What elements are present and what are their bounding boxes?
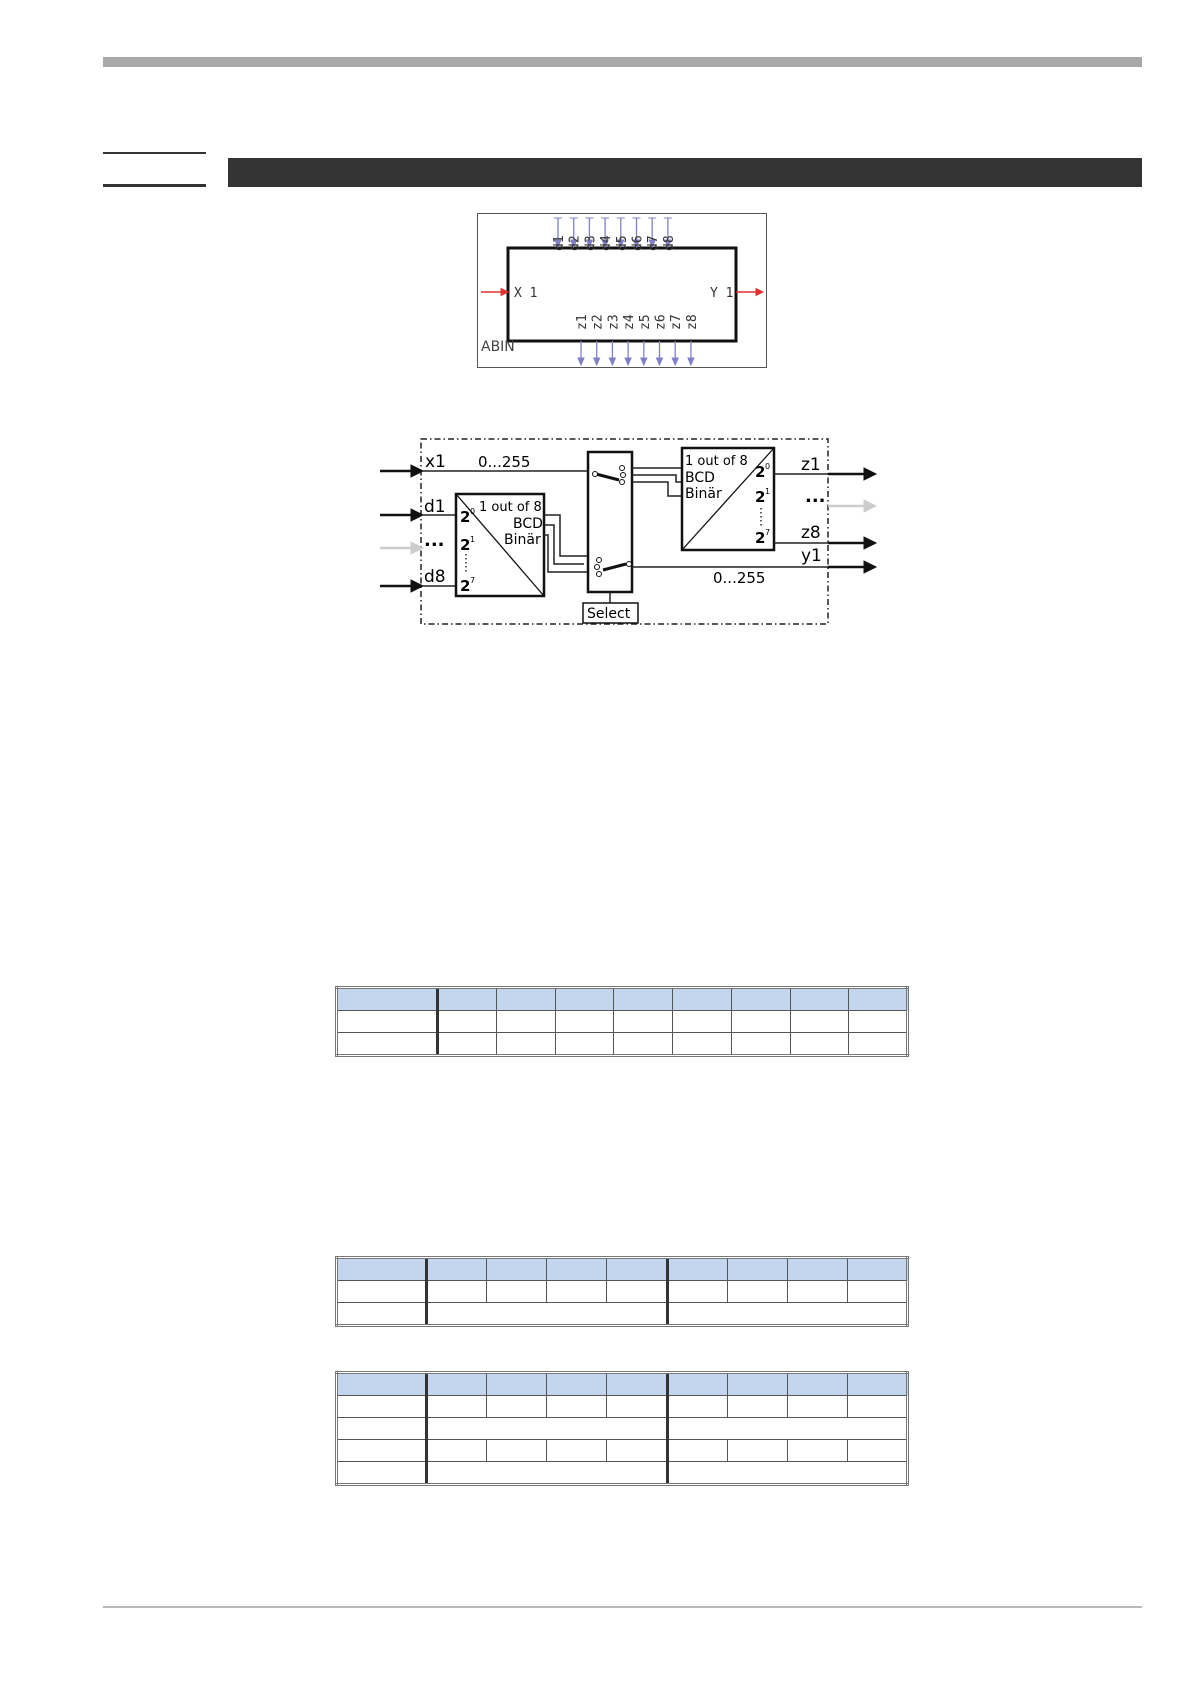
z1-arrow — [828, 468, 876, 480]
output-dots: ... — [805, 486, 826, 507]
switch-block — [588, 452, 632, 592]
input-arrows — [380, 465, 423, 592]
left-bit-7: 2 — [460, 577, 471, 595]
top-pin-label: d5 — [614, 235, 630, 251]
right-bit-0-exp: 0 — [765, 462, 771, 471]
abin-block-diagram — [370, 430, 880, 635]
bottom-pin-label: z1 — [575, 314, 590, 330]
left-bit-1: 2 — [460, 536, 471, 554]
x1-label: x1 — [425, 452, 446, 472]
bottom-pin-label: z5 — [637, 314, 653, 330]
right-bit-1-exp: 1 — [765, 487, 771, 496]
table-2 — [335, 1256, 909, 1327]
right-bit-7-exp: 7 — [765, 528, 771, 537]
output-arrows — [828, 468, 876, 573]
right-bit-1: 2 — [755, 488, 766, 506]
faded-input-arrow — [380, 542, 423, 554]
bottom-pin-labels — [575, 314, 700, 330]
right-wiring — [632, 468, 682, 496]
y1-arrow — [828, 561, 876, 573]
top-pin-label: d4 — [599, 235, 615, 251]
input-dots: ... — [424, 530, 445, 551]
table-2-header-row — [337, 1258, 908, 1281]
left-bit-0-exp: 0 — [470, 507, 476, 516]
section-number-box — [103, 152, 206, 187]
right-block-title: 1 out of 8 — [685, 454, 748, 469]
header-rule — [103, 57, 1142, 67]
z1-label: z1 — [801, 455, 821, 475]
bottom-pin-label: z8 — [684, 314, 700, 330]
table-3 — [335, 1371, 909, 1486]
table-row — [337, 1440, 908, 1462]
top-pin-label: d8 — [661, 235, 677, 251]
top-pin-label: d3 — [583, 235, 599, 251]
range-top: 0...255 — [478, 453, 531, 471]
table-row — [337, 1418, 908, 1440]
table-1-header-row — [337, 988, 908, 1011]
range-bottom: 0...255 — [713, 569, 766, 587]
select-label: Select — [587, 606, 631, 622]
table-row — [337, 1011, 908, 1033]
d1-label: d1 — [424, 497, 446, 517]
x1-arrow — [380, 465, 423, 477]
table-row — [337, 1281, 908, 1303]
y1-label: y1 — [801, 546, 822, 566]
bottom-pin-label: z2 — [590, 314, 606, 330]
faded-output-arrow — [828, 500, 876, 512]
left-bit-0: 2 — [460, 508, 471, 526]
bottom-pin-label: z7 — [669, 314, 685, 330]
left-converter-block — [456, 494, 544, 596]
top-pin-label: d7 — [646, 235, 662, 251]
right-bit-0: 2 — [755, 463, 766, 481]
symbol-block-name: ABIN — [481, 339, 515, 355]
top-pin-label: d6 — [630, 235, 646, 251]
right-block-binar: Binär — [685, 486, 722, 502]
left-bit-7-exp: 7 — [470, 576, 476, 585]
footer-rule — [103, 1606, 1142, 1608]
left-block-bcd: BCD — [513, 516, 543, 532]
bottom-pin-label: z4 — [622, 314, 638, 330]
section-title-bar — [228, 158, 1142, 187]
symbol-output-label: Y 1 — [710, 286, 734, 301]
left-bit-1-exp: 1 — [470, 535, 476, 544]
table-3-header-row — [337, 1373, 908, 1396]
left-wiring — [544, 515, 588, 572]
right-bit-7: 2 — [755, 529, 766, 547]
z8-label: z8 — [801, 523, 821, 543]
symbol-input-label: X 1 — [514, 286, 538, 301]
top-pin-label: d1 — [552, 235, 567, 251]
d8-arrow — [380, 580, 423, 592]
left-block-binar: Binär — [504, 532, 541, 548]
left-block-title: 1 out of 8 — [479, 500, 542, 515]
d8-label: d8 — [424, 567, 446, 587]
table-row — [337, 1303, 908, 1326]
table-row — [337, 1033, 908, 1056]
table-1 — [335, 986, 909, 1057]
bottom-pin-label: z3 — [606, 314, 622, 330]
right-converter-block — [682, 448, 774, 550]
top-pin-label: d2 — [567, 235, 583, 251]
right-block-bcd: BCD — [685, 470, 715, 486]
bottom-pin-label: z6 — [653, 314, 669, 330]
table-row — [337, 1396, 908, 1418]
abin-symbol — [477, 213, 767, 368]
table-row — [337, 1462, 908, 1485]
z8-arrow — [828, 537, 876, 549]
d1-arrow — [380, 509, 423, 521]
top-pin-labels — [552, 235, 677, 251]
